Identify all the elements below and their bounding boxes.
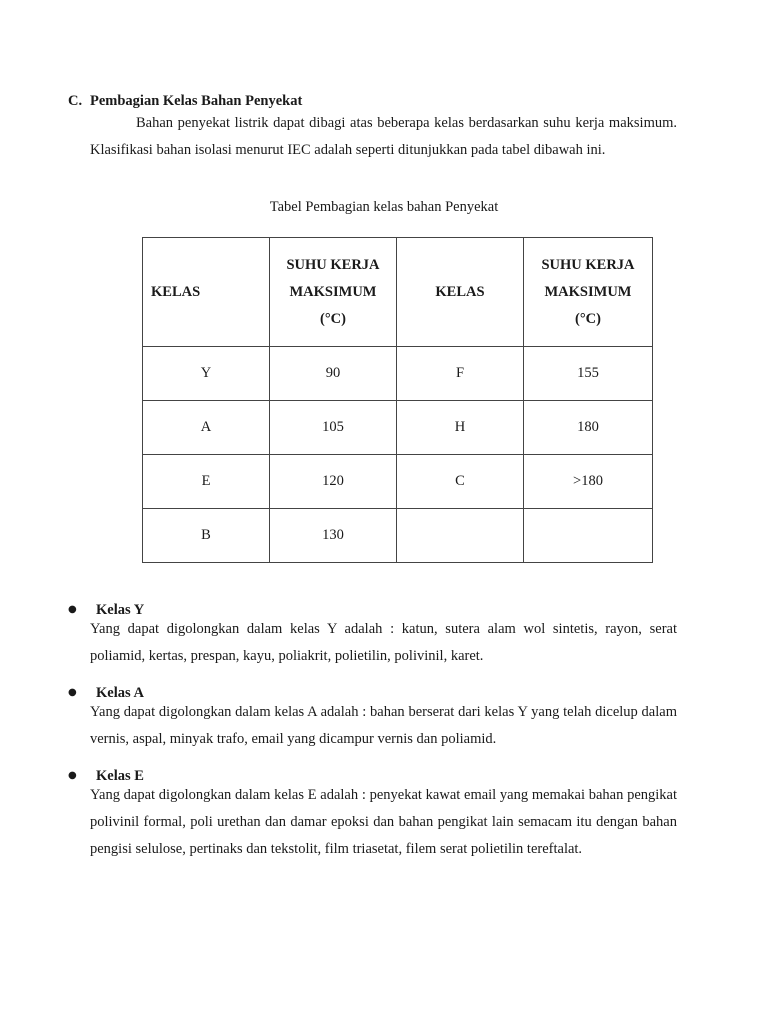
- bullet-title: Kelas A: [96, 685, 144, 701]
- bullet-dot-icon: ●: [68, 769, 77, 781]
- table-header-row: [143, 238, 653, 347]
- bullet-title: Kelas E: [96, 768, 144, 784]
- cell-suhu-2: [524, 509, 653, 563]
- header-suhu-2-line1: SUHU KERJA: [541, 256, 635, 273]
- bullet-kelas-a: [68, 684, 677, 753]
- header-suhu-2-line2: MAKSIMUM: [544, 283, 632, 300]
- cell-suhu-2: >180: [524, 455, 653, 509]
- cell-suhu: 105: [270, 401, 397, 455]
- cell-kelas-2: H: [397, 401, 524, 455]
- intro-paragraph: Bahan penyekat listrik dapat dibagi atas beberapa kelas berdasarkan suhu kerja maksimum. Klasifikasi bahan isolasi menurut IEC adalah seperti ditunjukkan pada tabel dibawah ini.: [90, 115, 677, 158]
- section-letter: C.: [68, 93, 83, 109]
- cell-kelas: A: [143, 401, 270, 455]
- cell-suhu-2: 155: [524, 347, 653, 401]
- bullet-text: Yang dapat digolongkan dalam kelas A adalah : bahan berserat dari kelas Y yang telah dicelup dalam vernis, aspal, minyak trafo, email yang dicampur vernis dan poliamid.: [90, 704, 677, 747]
- cell-suhu: 90: [270, 347, 397, 401]
- insulation-class-table: [142, 237, 653, 563]
- bullet-title: Kelas Y: [96, 602, 145, 618]
- bullet-kelas-e: [68, 767, 677, 863]
- header-suhu-line2: MAKSIMUM: [289, 283, 377, 300]
- header-suhu-2-unit: (°C): [575, 310, 601, 327]
- bullet-text: Yang dapat digolongkan dalam kelas E adalah : penyekat kawat email yang memakai bahan pengikat polivinil formal, poli urethan dan damar epoksi dan bahan pengikat lain semacam itu dengan bahan pengisi selulose, pertinaks dan tekstolit, film triasetat, filem serat polietilin tereftalat.: [90, 787, 677, 857]
- header-kelas-2-text: KELAS: [435, 283, 485, 300]
- bullet-text: Yang dapat digolongkan dalam kelas Y adalah : katun, sutera alam wol sintetis, rayon, serat poliamid, kertas, prespan, kayu, poliakrit, polietilin, polivinil, karet.: [90, 621, 677, 664]
- header-kelas: [143, 238, 270, 347]
- table-row: [143, 455, 653, 509]
- table-row: [143, 401, 653, 455]
- cell-kelas: B: [143, 509, 270, 563]
- cell-kelas-2: F: [397, 347, 524, 401]
- cell-kelas-2: C: [397, 455, 524, 509]
- header-suhu: [270, 238, 397, 347]
- bullet-dot-icon: ●: [68, 603, 77, 615]
- table-row: [143, 347, 653, 401]
- cell-kelas: Y: [143, 347, 270, 401]
- bullet-dot-icon: ●: [68, 686, 77, 698]
- bullet-kelas-y: [68, 601, 677, 670]
- cell-suhu: 130: [270, 509, 397, 563]
- header-suhu-unit: (°C): [320, 310, 346, 327]
- header-kelas-2: [397, 238, 524, 347]
- section-heading: [68, 93, 302, 110]
- header-kelas-text: KELAS: [151, 283, 201, 300]
- table-row: [143, 509, 653, 563]
- cell-kelas: E: [143, 455, 270, 509]
- cell-suhu-2: 180: [524, 401, 653, 455]
- table-caption: Tabel Pembagian kelas bahan Penyekat: [269, 199, 499, 215]
- header-suhu-2: [524, 238, 653, 347]
- cell-kelas-2: [397, 509, 524, 563]
- header-suhu-line1: SUHU KERJA: [286, 256, 380, 273]
- section-title: Pembagian Kelas Bahan Penyekat: [90, 93, 303, 109]
- cell-suhu: 120: [270, 455, 397, 509]
